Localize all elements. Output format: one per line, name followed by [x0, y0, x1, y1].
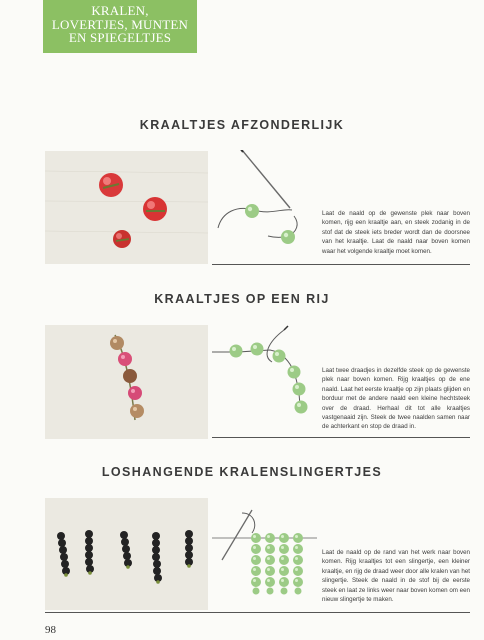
section-text-single-beads: Laat de naald op de gewenste plek naar boven komen, rijg een kraaltje aan, en steek zodanig in de stof dat de steek iets breder wordt dan de doorsnee van het kraaltje. Laat de naald naar boven komen waar het volgende kraaltje moet komen.	[322, 210, 470, 255]
photo-single-beads	[45, 151, 208, 264]
section-divider	[212, 437, 470, 438]
diagram-single-beads	[212, 150, 317, 255]
photo-beads-in-row	[45, 325, 208, 439]
header-line-3: EN SPIEGELTJES	[68, 30, 172, 45]
header-line-1: KRALEN,	[91, 3, 149, 18]
section-text-dangling-strands: Laat de naald op de rand van het werk naar boven komen. Rijg kraaltjes tot een slingertje, een kleiner kraaltje, en rijg de draad weer door alle kralen van het slingertje. Steek de naald in de stof bij de eerste steek en laat ze links weer naar boven komen om een nieuw slingertje te maken.	[322, 549, 470, 604]
page-number: 98	[45, 624, 56, 636]
diagram-dangling-strands	[212, 505, 317, 605]
photo-dangling-strands	[45, 498, 208, 610]
section-divider	[212, 264, 470, 265]
section-title-single-beads: KRAALTJES AFZONDERLIJK	[139, 118, 345, 132]
diagram-beads-in-row	[212, 322, 317, 427]
section-title-dangling-strands: LOSHANGENDE KRALENSLINGERTJES	[101, 465, 383, 479]
section-title-beads-in-row: KRAALTJES OP EEN RIJ	[154, 292, 330, 306]
chapter-header	[43, 0, 197, 53]
section-text-beads-in-row: Laat twee draadjes in dezelfde steek op de gewenste plek naar boven komen. Rijg kraaltjes op de ene naald. Laat het eerste kraaltje op zijn plaats glijden en borduur met de andere naald een kleine hechtsteek over de draad. Herhaal dit tot alle kraaltjes vastgenaaid zijn. Steek de twee naalden samen naar de achterkant en stop de draad in.	[322, 367, 470, 431]
page-bottom-rule	[45, 612, 470, 613]
header-line-2: LOVERTJES, MUNTEN	[51, 16, 189, 32]
